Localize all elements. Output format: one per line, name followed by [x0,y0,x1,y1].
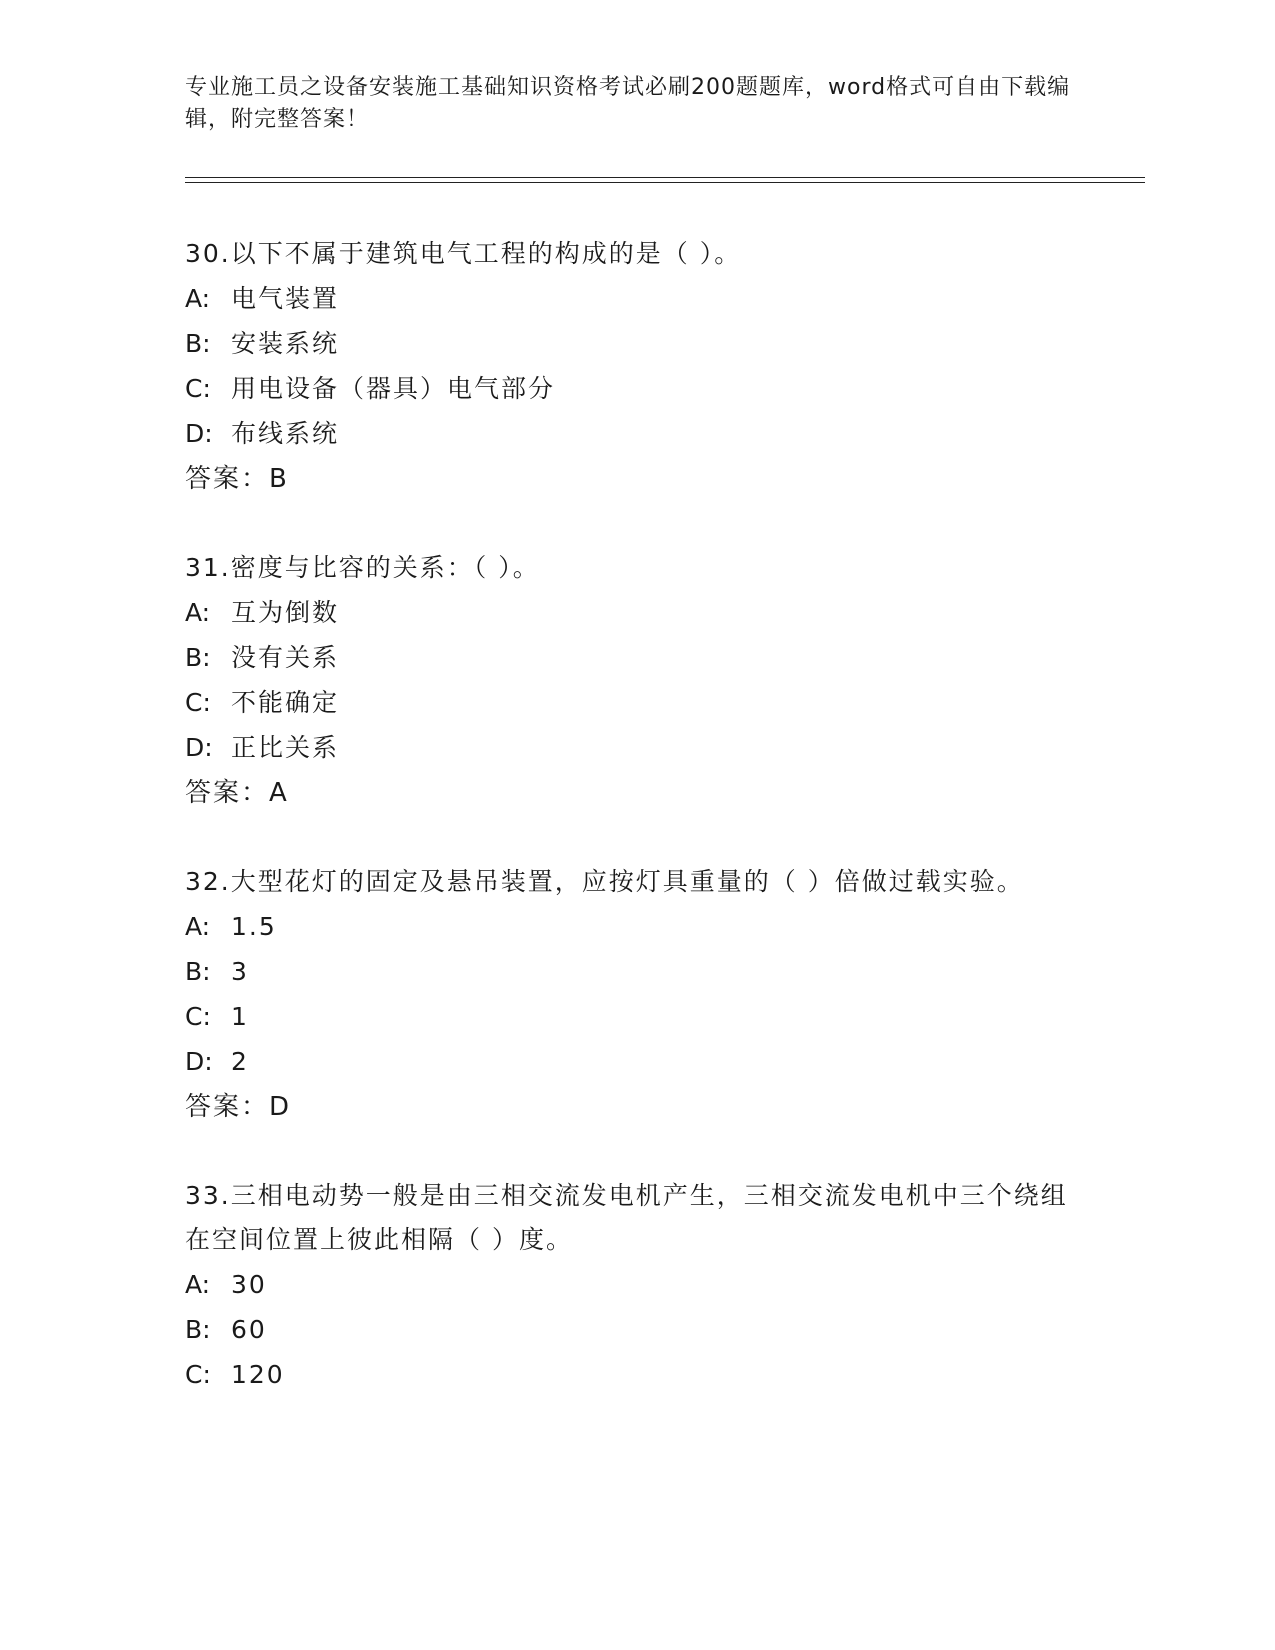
question-text: 30.以下不属于建筑电气工程的构成的是（ ）。 [185,239,742,268]
answer-value: A [269,778,287,808]
option-a [185,276,1085,321]
answer-label: 答案： [185,778,270,808]
option-letter: B: [185,957,211,986]
option-b [185,321,1085,366]
option-letter: A: [185,284,211,313]
option-letter: A: [185,598,211,627]
option-c [185,994,1085,1039]
option-a [185,1262,1085,1307]
option-d [185,411,1085,456]
option-letter: A: [185,912,211,941]
option-b [185,949,1085,994]
option-text: 1.5 [231,912,277,941]
document-header [185,72,1085,136]
option-text: 布线系统 [231,419,340,448]
question-text: 31.密度与比容的关系：（ ）。 [185,553,540,582]
option-letter: C: [185,688,211,717]
option-b [185,635,1085,680]
option-text: 60 [231,1315,267,1344]
answer-line [185,456,1085,502]
option-a [185,904,1085,949]
option-letter: C: [185,1360,211,1389]
option-letter: C: [185,374,211,403]
option-letter: B: [185,643,211,672]
option-text: 安装系统 [231,329,340,358]
option-text: 正比关系 [231,733,340,762]
option-c [185,366,1085,411]
option-text: 没有关系 [231,643,340,672]
option-text: 用电设备（器具）电气部分 [231,374,556,403]
option-text: 互为倒数 [231,598,340,627]
option-d [185,725,1085,770]
option-letter: C: [185,1002,211,1031]
question-text: 33.三相电动势一般是由三相交流发电机产生，三相交流发电机中三个绕组在空间位置上彼此相隔（ ）度。 [185,1181,1068,1254]
option-letter: B: [185,329,211,358]
option-d [185,1039,1085,1084]
header-divider-top [185,177,1145,178]
question-33 [185,1174,1085,1397]
question-31 [185,546,1085,816]
option-text: 120 [231,1360,285,1389]
answer-line [185,1084,1085,1130]
option-letter: D: [185,733,213,762]
option-text: 电气装置 [231,284,340,313]
question-text: 32.大型花灯的固定及悬吊装置，应按灯具重量的（ ）倍做过载实验。 [185,867,1024,896]
option-a [185,590,1085,635]
option-text: 3 [231,957,249,986]
option-c [185,1352,1085,1397]
question-list [185,232,1085,1441]
answer-line [185,770,1085,816]
question-30 [185,232,1085,502]
question-32 [185,860,1085,1130]
answer-label: 答案： [185,1092,270,1122]
header-divider-bottom [185,182,1145,183]
option-b [185,1307,1085,1352]
option-letter: B: [185,1315,211,1344]
option-letter: D: [185,1047,213,1076]
answer-label: 答案： [185,464,270,494]
answer-value: D [269,1092,290,1122]
header-title: 专业施工员之设备安装施工基础知识资格考试必刷200题题库，word格式可自由下载编辑，附完整答案！ [185,75,1071,132]
option-text: 30 [231,1270,267,1299]
option-text: 不能确定 [231,688,340,717]
option-letter: D: [185,419,213,448]
option-c [185,680,1085,725]
option-letter: A: [185,1270,211,1299]
option-text: 1 [231,1002,249,1031]
answer-value: B [269,464,287,494]
option-text: 2 [231,1047,249,1076]
